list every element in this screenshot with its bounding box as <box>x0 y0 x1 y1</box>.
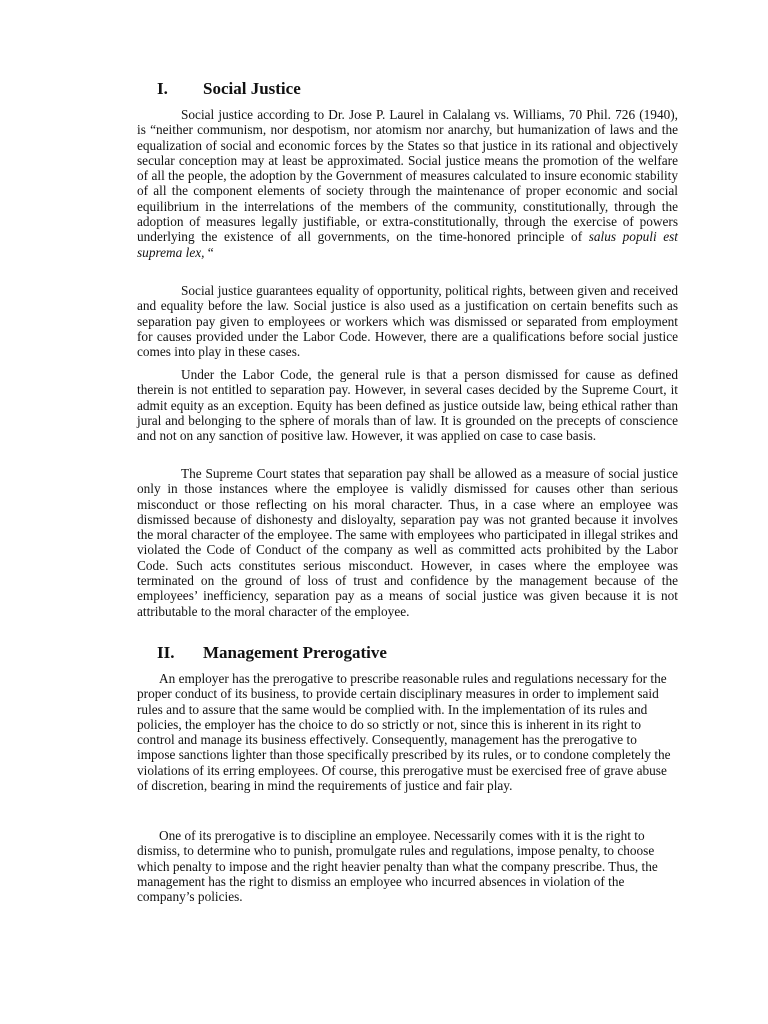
paragraph <box>137 466 678 619</box>
section-number: I. <box>157 79 168 98</box>
paragraph-text: One of its prerogative is to discipline an employee. Necessarily comes with it is the right to dismiss, to determine who to punish, promulgate rules and regulations, impose penalty, to choose which penalty to impose and the right heavier penalty than what the company prescribe. Thus, the management has the right to dismiss an employee who incurred absences in violation of the company’s policies. <box>137 828 658 905</box>
paragraph <box>137 828 678 904</box>
section-heading-management-prerogative <box>157 643 387 663</box>
latin-phrase: salus populi est suprema lex, <box>137 229 678 260</box>
section-heading-social-justice <box>157 79 301 99</box>
paragraph-text: An employer has the prerogative to prescribe reasonable rules and regulations necessary for the proper conduct of its business, to provide certain disciplinary measures in order to implement said rules and to assure that the same would be complied with. In the implementation of its rules and policies, the employer has the choice to do so strictly or not, since this is inherent in its right to control and manage its business effectively. Consequently, management has the prerogative to impose sanctions lighter than those specifically prescribed by its rules, or to condone completely the violations of its erring employees. Of course, this prerogative must be exercised free of grave abuse of discretion, bearing in mind the requirements of justice and fair play. <box>137 671 671 794</box>
section-number: II. <box>157 643 175 662</box>
paragraph-text: Social justice according to Dr. Jose P. Laurel in Calalang vs. Williams, 70 Phil. 726 (1940), is “neither communism, nor despotism, nor atomism nor anarchy, but humanization of laws and the equalization of social and economic forces by the States so that justice in its rational and objectively secular conception may at least be approximated. Social justice means the promotion of the welfare of all the people, the adoption by the Government of measures calculated to insure economic stability of all the component elements of society through the maintenance of proper economic and social equilibrium in the interrelations of the members of the community, constitutionally, through the adoption of measures legally justifiable, or extra-constitutionally, through the exercise of powers underlying the existence of all governments, on the time-honored principle of <box>137 107 678 245</box>
closing-quote: “ <box>204 244 214 260</box>
paragraph <box>137 283 678 359</box>
section-title: Social Justice <box>203 79 301 98</box>
paragraph <box>137 671 678 793</box>
paragraph <box>137 367 678 443</box>
paragraph <box>137 107 678 260</box>
section-title: Management Prerogative <box>203 643 387 662</box>
paragraph-text: Under the Labor Code, the general rule is that a person dismissed for cause as defined therein is not entitled to separation pay. However, in several cases decided by the Supreme Court, it admit equity as an exception. Equity has been defined as justice outside law, being ethical rather than jural and belonging to the sphere of morals than of law. It is grounded on the precepts of conscience and not on any sanction of positive law. However, it was applied on case to case basis. <box>137 367 678 444</box>
paragraph-text: The Supreme Court states that separation pay shall be allowed as a measure of social justice only in those instances where the employee is validly dismissed for causes other than serious misconduct or those reflecting on his moral character. Thus, in a case where an employee was dismissed because of dishonesty and disloyalty, separation pay was not granted because it involves the moral character of the employee. The same with employees who participated in illegal strikes and violated the Code of Conduct of the company as well as committed acts prohibited by the Labor Code. Such acts constitutes serious misconduct. However, in cases where the employee was terminated on the ground of loss of trust and confidence by the management because of the employees’ inefficiency, separation pay as a means of social justice was given because it is not attributable to the moral character of the employee. <box>137 466 678 619</box>
paragraph-text: Social justice guarantees equality of opportunity, political rights, between given and received and equality before the law. Social justice is also used as a justification on certain benefits such as separation pay given to employees or workers which was dismissed or separated from employment for causes provided under the Labor Code. However, there are a qualifications before social justice comes into play in these cases. <box>137 283 678 360</box>
